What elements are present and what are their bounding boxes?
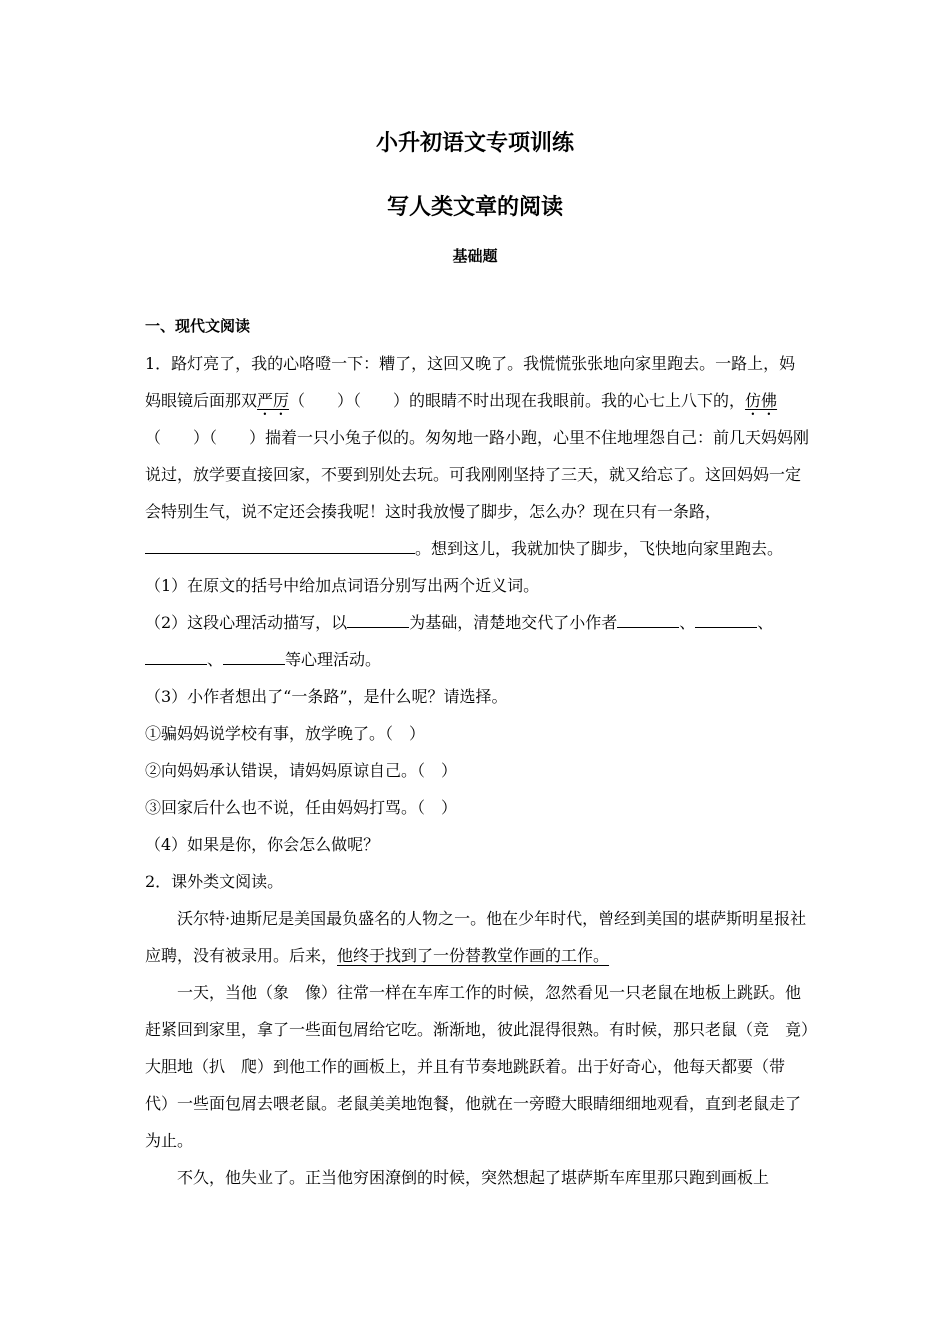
answer-blank[interactable] (223, 646, 285, 665)
answer-blank[interactable] (145, 646, 207, 665)
answer-blank[interactable] (617, 609, 679, 628)
question-1-passage (145, 345, 810, 567)
answer-blank[interactable] (695, 609, 757, 628)
reading-paragraph-3: 不久，他失业了。正当他穷困潦倒的时候，突然想起了堪萨斯车库里那只跑到画板上 (177, 1168, 770, 1187)
separator: 、 (207, 650, 224, 669)
answer-blank[interactable] (145, 535, 415, 554)
choice-option-2[interactable]: ②向妈妈承认错误，请妈妈原谅自己。（ ） (145, 761, 458, 780)
answer-blank[interactable] (347, 609, 409, 628)
sub-question-2 (145, 604, 810, 678)
document-subtitle: 写人类文章的阅读 (386, 194, 563, 220)
dotted-word: 仿佛 (745, 391, 778, 410)
passage-text: （ ）（ ）揣着一只小兔子似的。匆匆地一路小跑，心里不住地埋怨自己：前几天妈妈刚说过，放学要直接回家，不要到别处去玩。可我刚刚坚持了三天，就又给忘了。这回妈妈一定会特别生气，说不定还会揍我呢！这时我放慢了脚步，怎么办？现在只有一条路， (145, 428, 810, 521)
paragraph-text: 沃尔特·迪斯尼是美国最负盛名的人物之一。他在少年时代，曾经到美国的堪萨斯明星报社应聘，没有被录用。后来， (145, 909, 807, 965)
difficulty-label: 基础题 (452, 247, 498, 265)
reading-paragraph-1 (145, 900, 810, 974)
passage-text: （ ）（ ）的眼睛不时出现在我眼前。我的心七上八下的， (289, 391, 746, 410)
document-title: 小升初语文专项训练 (375, 130, 574, 156)
reading-paragraph-2: 一天，当他（象 像）往常一样在车库工作的时候，忽然看见一只老鼠在地板上跳跃。他赶紧回到家里，拿了一些面包屑给它吃。渐渐地，彼此混得很熟。有时候，那只老鼠（竞 竟）大胆地（扒 爬）到他工作的画板上，并且有节奏地跳跃着。出于好奇心，他每天都要（带 代）一些面包屑去喂老鼠。老鼠美美地饱餐，他就在一旁瞪大眼睛细细地观看，直到老鼠走了为止。 (145, 983, 810, 1150)
question-text: 等心理活动。 (285, 650, 382, 669)
choice-option-1[interactable]: ①骗妈妈说学校有事，放学晚了。（ ） (145, 724, 426, 743)
dotted-word: 严厉 (257, 391, 290, 410)
question-text: （2）这段心理活动描写，以 (145, 613, 348, 632)
section-heading: 一、现代文阅读 (145, 317, 251, 335)
sub-question-3: （3）小作者想出了“一条路”，是什么呢？请选择。 (145, 687, 508, 706)
sub-question-1: （1）在原文的括号中给加点词语分别写出两个近义词。 (145, 576, 540, 595)
question-text: 为基础，清楚地交代了小作者 (409, 613, 618, 632)
passage-text: 1．路灯亮了，我的心咯噔一下：糟了，这回又晚了。我慌慌张张地向家里跑去。一路上，妈妈眼镜后面那双 (145, 354, 796, 410)
question-2-heading: 2．课外类文阅读。 (145, 872, 284, 891)
separator: 、 (757, 613, 774, 632)
underlined-sentence: 他终于找到了一份替教堂作画的工作。 (337, 946, 610, 965)
separator: 、 (679, 613, 696, 632)
document-body (145, 345, 810, 1196)
choice-option-3[interactable]: ③回家后什么也不说，任由妈妈打骂。（ ） (145, 798, 458, 817)
sub-question-4: （4）如果是你，你会怎么做呢？ (145, 835, 380, 854)
passage-text: 。想到这儿，我就加快了脚步，飞快地向家里跑去。 (415, 539, 784, 558)
